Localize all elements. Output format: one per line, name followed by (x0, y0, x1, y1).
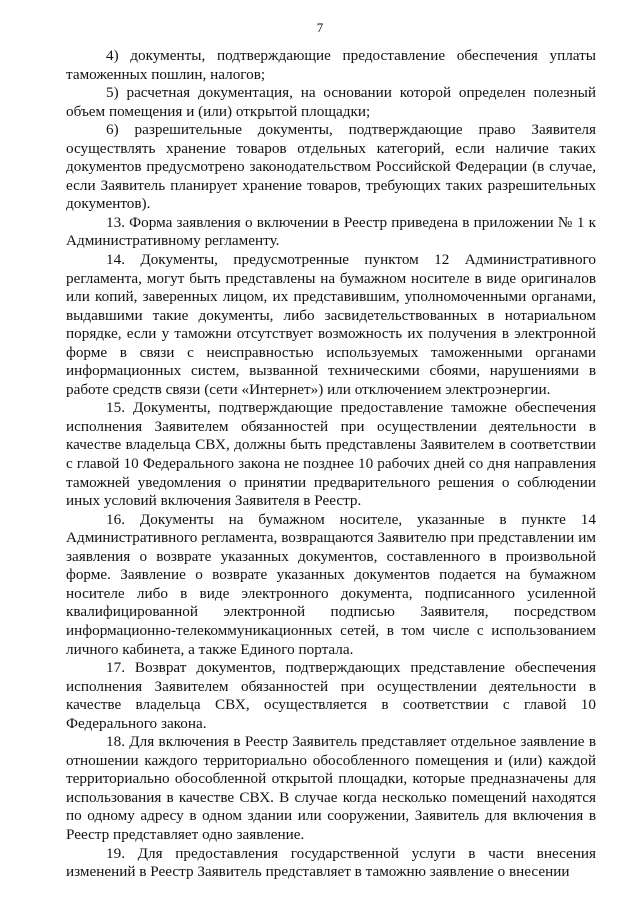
paragraph-13: 13. Форма заявления о включении в Реестр приведена в приложении № 1 к Административному регламенту. (66, 213, 596, 250)
paragraph-15: 15. Документы, подтверждающие предоставление таможне обеспечения исполнения Заявителем обязанностей при осуществлении деятельности в качестве владельца СВХ, должны быть представлены Заявителем в соответствии с главой 10 Федерального закона не позднее 10 рабочих дней со дня направления таможней уведомления о принятии предварительного решения о соблюдении иных условий включения Заявителя в Реестр. (66, 399, 596, 510)
paragraph-item-12-6: 6) разрешительные документы, подтверждающие право Заявителя осуществлять хранение товаров отдельных категорий, если наличие таких документов предусмотрено законодательством Российской Федерации (в случае, если Заявитель планирует хранение товаров, требующих таких разрешительных документов). (66, 121, 596, 213)
paragraph-item-12-5: 5) расчетная документация, на основании которой определен полезный объем помещения и (или) открытой площадки; (66, 84, 596, 120)
document-body (66, 47, 596, 882)
paragraph-18: 18. Для включения в Реестр Заявитель представляет отдельное заявление в отношении каждого территориально обособленного помещения и (или) каждой территориально обособленной открытой площадки, которые предназначены для использования в качестве СВХ. В случае когда несколько помещений находятся по одному адресу в одном здании или сооружении, Заявитель для включения в Реестр представляет одно заявление. (66, 733, 596, 843)
paragraph-14: 14. Документы, предусмотренные пунктом 12 Административного регламента, могут быть представлены на бумажном носителе в виде оригиналов или копий, заверенных лицом, их представившим, уполномоченными органами, выдавшими такие документы, либо засвидетельствованных в нотариальном порядке, если у таможни отсутствует возможность их получения в электронной форме в связи с неисправностью используемых таможенными органами информационных систем, вызванной техническими сбоями, нарушениями в работе средств связи (сети «Интернет») или отключением электроэнергии. (66, 251, 596, 398)
page-number: 7 (316, 20, 324, 35)
paragraph-17: 17. Возврат документов, подтверждающих представление обеспечения исполнения Заявителем обязанностей при осуществлении деятельности в качестве владельца СВХ, осуществляется в соответствии с главой 10 Федерального закона. (66, 659, 596, 732)
paragraph-item-12-4: 4) документы, подтверждающие предоставление обеспечения уплаты таможенных пошлин, налогов; (66, 47, 596, 83)
paragraph-16: 16. Документы на бумажном носителе, указанные в пункте 14 Административного регламента, возвращаются Заявителю при представлении им заявления о возврате указанных документов, составленного в произвольной форме. Заявление о возврате указанных документов подается на бумажном носителе либо в виде электронного документа, подписанного усиленной квалифицированной электронной подписью Заявителя, посредством информационно-телекоммуникационных сетей, в том числе с использованием личного кабинета, а также Единого портала. (66, 510, 596, 658)
paragraph-19: 19. Для предоставления государственной услуги в части внесения изменений в Реестр Заявитель представляет в таможню заявление о внесении (66, 844, 596, 881)
